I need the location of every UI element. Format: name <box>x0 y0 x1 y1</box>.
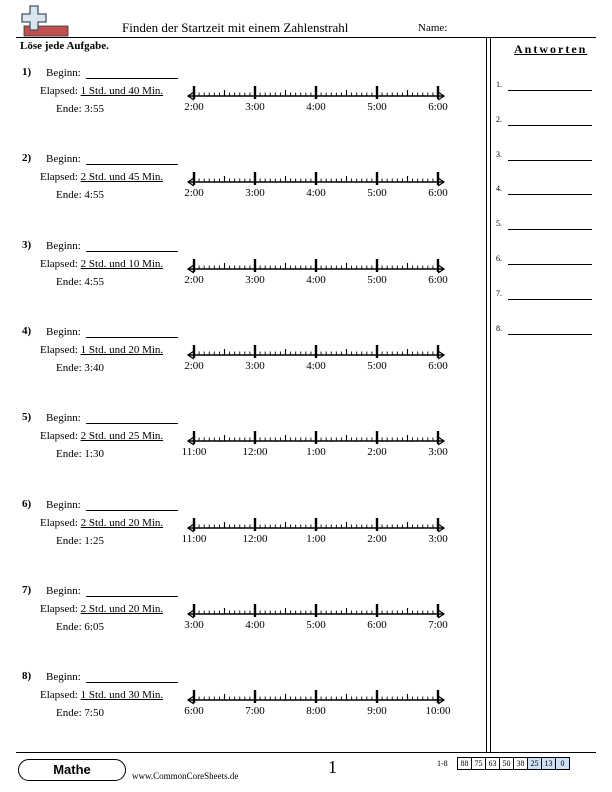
problem <box>0 66 486 136</box>
problem <box>0 239 486 309</box>
begin-label: Beginn: <box>46 325 81 338</box>
begin-label: Beginn: <box>46 498 81 511</box>
tick-label: 3:00 <box>428 446 448 456</box>
problem-number: 1) <box>22 66 32 78</box>
elapsed-row <box>40 689 163 701</box>
tick-label: 5:00 <box>367 101 387 110</box>
begin-answer-blank[interactable] <box>86 337 178 338</box>
score-cell: 63 <box>486 758 500 770</box>
number-line <box>182 592 452 628</box>
tick-label: 6:00 <box>428 187 448 197</box>
elapsed-label: Elapsed: <box>40 689 78 702</box>
elapsed-row <box>40 171 163 183</box>
end-label: Ende: <box>56 534 82 547</box>
answer-blank[interactable] <box>508 194 592 195</box>
tick-label: 3:00 <box>245 273 265 283</box>
elapsed-row <box>40 344 163 356</box>
problem-number: 5) <box>22 411 32 424</box>
end-label: Ende: <box>56 620 82 633</box>
tick-label: 4:00 <box>306 101 326 110</box>
end-row <box>56 448 104 460</box>
answer-blank[interactable] <box>508 90 592 91</box>
tick-label: 11:00 <box>182 532 207 542</box>
tick-label: 12:00 <box>242 446 268 456</box>
brand-badge: Mathe <box>18 759 126 781</box>
elapsed-label: Elapsed: <box>40 430 78 443</box>
tick-label: 9:00 <box>367 705 387 715</box>
answer-blank[interactable] <box>508 160 592 161</box>
tick-label: 3:00 <box>245 101 265 110</box>
elapsed-value: 2 Std. und 20 Min. <box>80 602 164 615</box>
elapsed-label: Elapsed: <box>40 85 78 97</box>
end-value: 4:55 <box>84 275 104 288</box>
tick-label: 2:00 <box>184 187 204 197</box>
tick-label: 4:00 <box>306 187 326 197</box>
end-value: 6:05 <box>84 620 104 633</box>
elapsed-value: 2 Std. und 25 Min. <box>80 430 164 443</box>
column-divider-double <box>490 37 491 752</box>
answer-number: 3. <box>496 149 502 159</box>
elapsed-value: 2 Std. und 10 Min. <box>80 257 164 270</box>
end-value: 3:40 <box>84 361 104 374</box>
answer-blank[interactable] <box>508 299 592 300</box>
elapsed-value: 1 Std. und 20 Min. <box>80 343 164 356</box>
problem <box>0 325 486 395</box>
tick-label: 8:00 <box>306 705 326 715</box>
answer-number: 8. <box>496 323 502 333</box>
problem <box>0 584 486 654</box>
answers-heading: Antworten <box>514 42 588 56</box>
tick-label: 12:00 <box>242 532 268 542</box>
begin-answer-blank[interactable] <box>86 510 178 511</box>
tick-label: 2:00 <box>184 273 204 283</box>
problem <box>0 411 486 481</box>
elapsed-row <box>40 258 163 270</box>
answer-blank[interactable] <box>508 264 592 265</box>
answer-number: 2. <box>496 114 502 124</box>
problem-number: 7) <box>22 583 32 596</box>
begin-label: Beginn: <box>46 153 81 166</box>
begin-answer-blank[interactable] <box>86 596 178 597</box>
header-divider <box>16 37 596 38</box>
problem-number: 3) <box>22 238 32 251</box>
end-value: 7:50 <box>84 707 104 720</box>
end-value: 1:30 <box>84 448 104 461</box>
problem-number: 6) <box>22 497 32 510</box>
tick-label: 1:00 <box>306 446 326 456</box>
score-range: 1-8 <box>437 759 448 768</box>
end-row <box>56 362 104 374</box>
begin-answer-blank[interactable] <box>86 164 178 165</box>
footer-divider <box>16 752 596 753</box>
elapsed-row <box>40 85 163 97</box>
elapsed-value: 2 Std. und 45 Min. <box>80 171 164 184</box>
answer-number: 6. <box>496 254 502 263</box>
elapsed-label: Elapsed: <box>40 257 78 270</box>
tick-label: 11:00 <box>182 446 207 456</box>
end-label: Ende: <box>56 448 82 461</box>
tick-label: 4:00 <box>245 618 265 628</box>
begin-label: Beginn: <box>46 67 81 79</box>
number-line <box>182 506 452 542</box>
begin-label: Beginn: <box>46 584 81 597</box>
tick-label: 6:00 <box>428 273 448 283</box>
tick-label: 5:00 <box>306 618 326 628</box>
site-url[interactable]: www.CommonCoreSheets.de <box>132 771 239 781</box>
begin-label: Beginn: <box>46 412 81 425</box>
begin-answer-blank[interactable] <box>86 78 178 79</box>
end-row <box>56 189 104 201</box>
score-cell: 0 <box>556 758 570 770</box>
number-line <box>182 247 452 283</box>
problem <box>0 670 486 740</box>
elapsed-label: Elapsed: <box>40 602 78 615</box>
tick-label: 6:00 <box>428 101 448 110</box>
score-cell: 13 <box>542 758 556 770</box>
answer-number: 5. <box>496 219 502 229</box>
instructions: Löse jede Aufgabe. <box>20 40 109 52</box>
elapsed-label: Elapsed: <box>40 516 78 529</box>
problem-number: 8) <box>22 670 32 683</box>
score-cell: 88 <box>458 758 472 770</box>
answer-number: 1. <box>496 80 502 89</box>
problem <box>0 152 486 222</box>
end-value: 3:55 <box>84 103 104 115</box>
elapsed-row <box>40 603 163 615</box>
tick-label: 5:00 <box>367 273 387 283</box>
begin-answer-blank[interactable] <box>86 682 178 683</box>
answer-number: 7. <box>496 288 502 298</box>
begin-label: Beginn: <box>46 239 81 252</box>
end-label: Ende: <box>56 707 82 720</box>
score-cell: 75 <box>472 758 486 770</box>
end-row <box>56 103 104 115</box>
tick-label: 2:00 <box>184 359 204 369</box>
tick-label: 5:00 <box>367 187 387 197</box>
end-row <box>56 707 104 719</box>
answer-blank[interactable] <box>508 334 592 335</box>
end-row <box>56 621 104 633</box>
elapsed-label: Elapsed: <box>40 171 78 184</box>
answer-blank[interactable] <box>508 125 592 126</box>
end-label: Ende: <box>56 275 82 288</box>
end-label: Ende: <box>56 361 82 374</box>
end-label: Ende: <box>56 103 82 115</box>
elapsed-value: 1 Std. und 30 Min. <box>80 689 164 702</box>
end-row <box>56 535 104 547</box>
tick-label: 2:00 <box>184 101 204 110</box>
tick-label: 3:00 <box>245 187 265 197</box>
end-value: 4:55 <box>84 189 104 202</box>
tick-label: 10:00 <box>425 705 451 715</box>
number-line <box>182 74 452 110</box>
end-label: Ende: <box>56 189 82 202</box>
problem-number: 4) <box>22 324 32 337</box>
tick-label: 7:00 <box>245 705 265 715</box>
tick-label: 4:00 <box>306 359 326 369</box>
tick-label: 2:00 <box>367 532 387 542</box>
column-divider <box>486 37 487 752</box>
tick-label: 7:00 <box>428 618 448 628</box>
tick-label: 6:00 <box>184 705 204 715</box>
number-line <box>182 333 452 369</box>
page-title: Finden der Startzeit mit einem Zahlenstrahl <box>122 20 349 35</box>
tick-label: 4:00 <box>306 273 326 283</box>
tick-label: 5:00 <box>367 359 387 369</box>
end-row <box>56 276 104 288</box>
begin-answer-blank[interactable] <box>86 251 178 252</box>
answer-blank[interactable] <box>508 229 592 230</box>
tick-label: 3:00 <box>245 359 265 369</box>
answer-number: 4. <box>496 184 502 194</box>
elapsed-value: 1 Std. und 40 Min. <box>80 85 164 97</box>
tick-label: 3:00 <box>428 532 448 542</box>
elapsed-label: Elapsed: <box>40 343 78 356</box>
number-line <box>182 678 452 714</box>
tick-label: 6:00 <box>428 359 448 369</box>
elapsed-value: 2 Std. und 20 Min. <box>80 516 164 529</box>
page-number: 1 <box>328 757 337 777</box>
elapsed-row <box>40 430 163 442</box>
number-line <box>182 160 452 196</box>
elapsed-row <box>40 517 163 529</box>
number-line <box>182 419 452 455</box>
tick-label: 1:00 <box>306 532 326 542</box>
tick-label: 2:00 <box>367 446 387 456</box>
problem-number: 2) <box>22 152 32 165</box>
score-cell: 38 <box>514 758 528 770</box>
score-table <box>457 757 570 770</box>
problem <box>0 498 486 568</box>
tick-label: 3:00 <box>184 618 204 628</box>
name-label: Name: <box>418 22 448 34</box>
tick-label: 6:00 <box>367 618 387 628</box>
begin-label: Beginn: <box>46 671 81 684</box>
end-value: 1:25 <box>84 534 104 547</box>
score-cell: 25 <box>528 758 542 770</box>
begin-answer-blank[interactable] <box>86 423 178 424</box>
plus-pencil-logo-icon <box>16 4 72 38</box>
score-cell: 50 <box>500 758 514 770</box>
